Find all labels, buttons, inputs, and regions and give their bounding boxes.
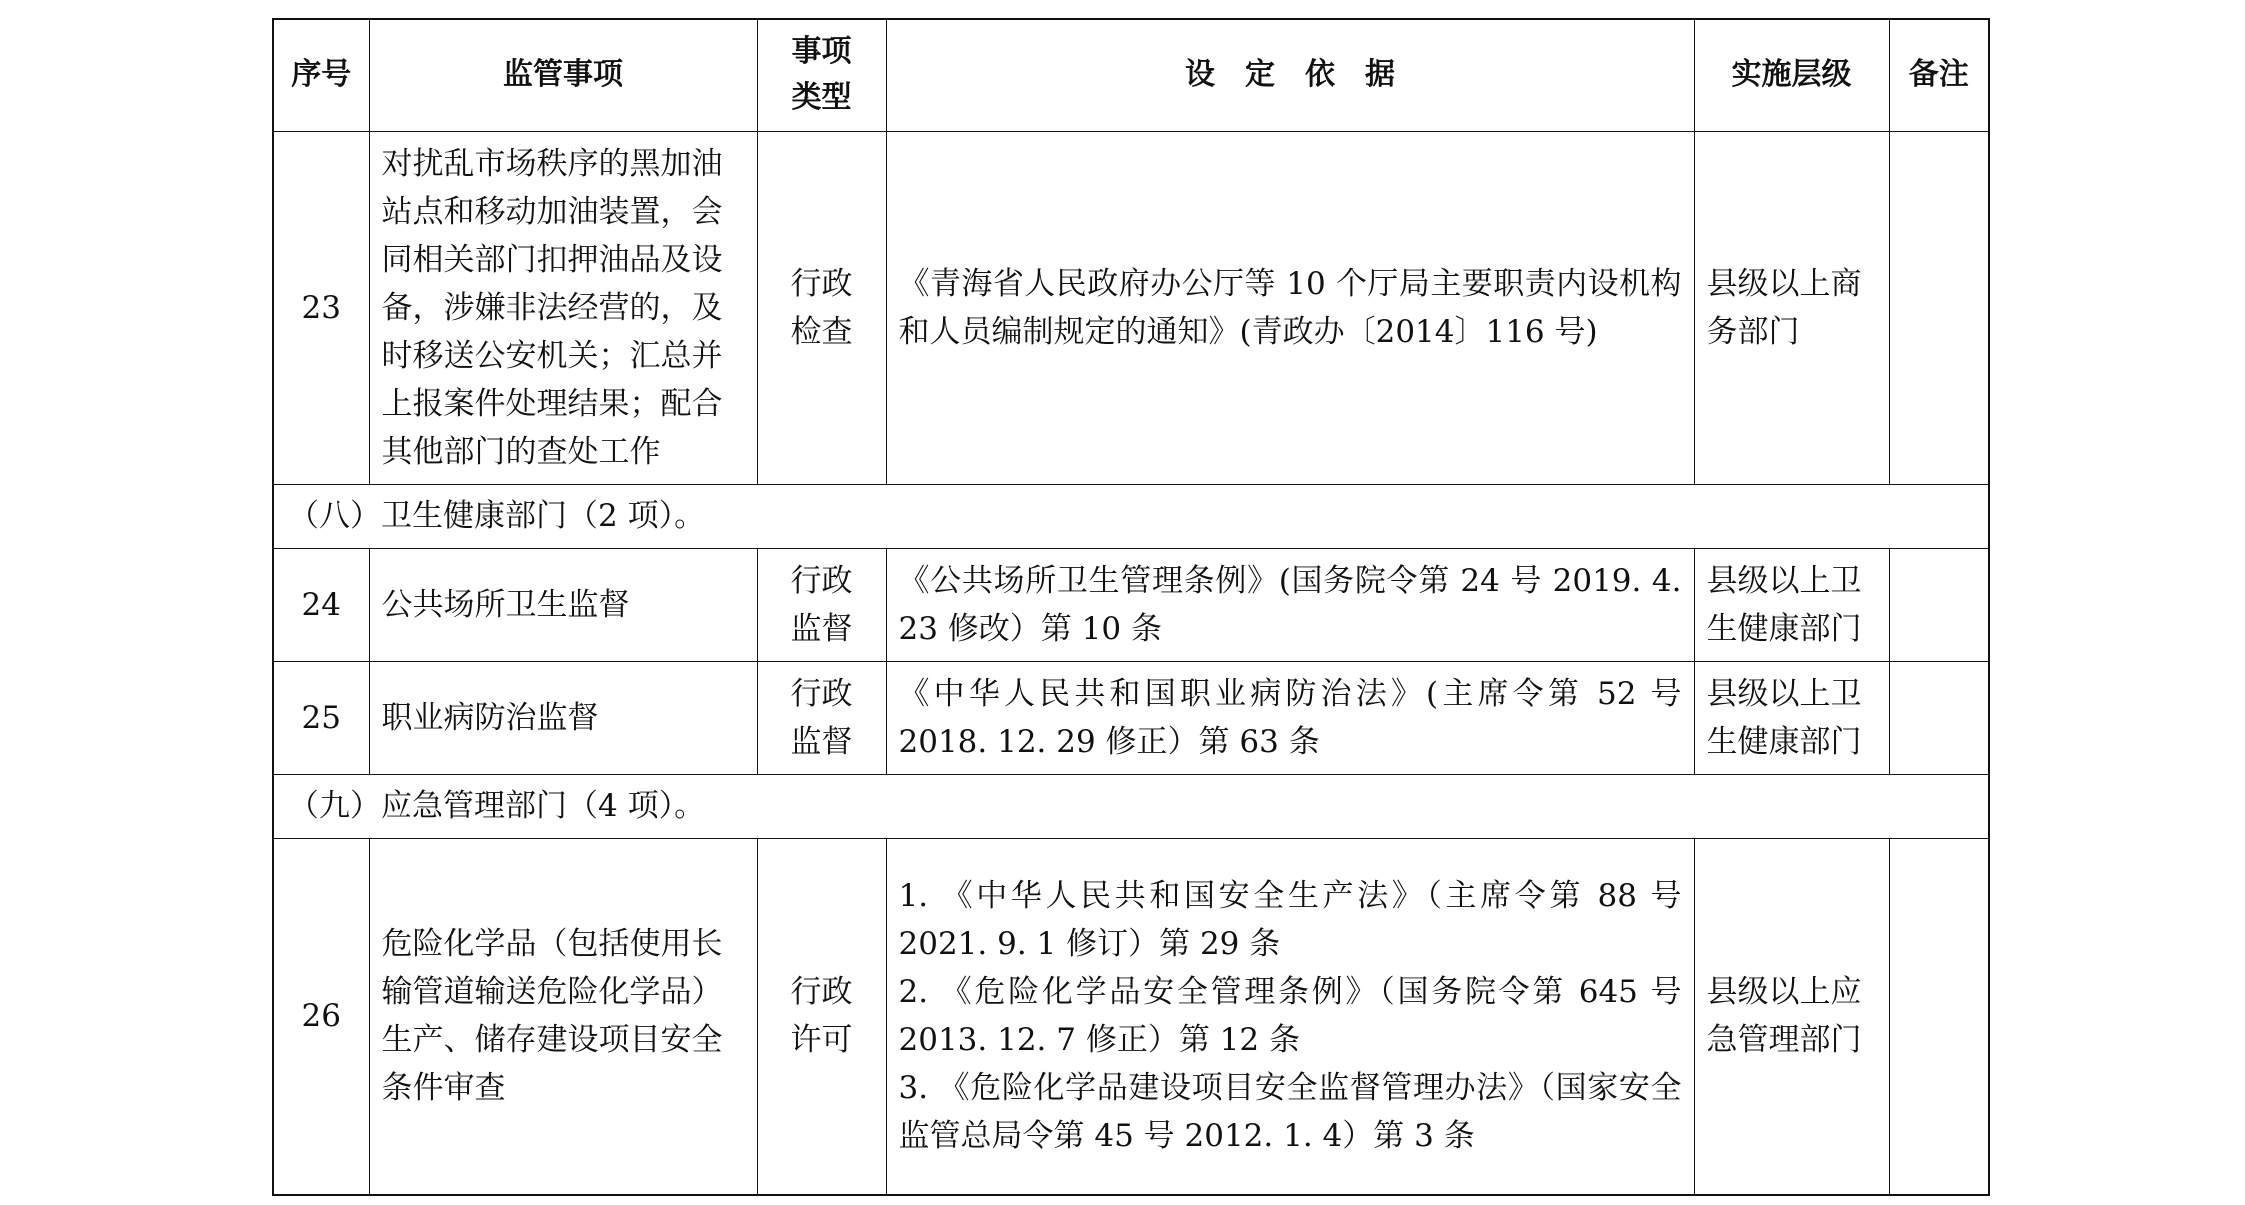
row-note: [1889, 838, 1989, 1195]
row-item: 职业病防治监督: [369, 661, 757, 774]
basis-line: 2. 《危险化学品安全管理条例》（国务院令第 645 号 2013. 12. 7 修正）第 12 条: [898, 974, 1682, 1059]
row-seq: 23: [273, 131, 369, 484]
section-row: [273, 774, 1989, 838]
section-heading-emergency: （九）应急管理部门（4 项）。: [273, 774, 1989, 838]
table-row: [273, 661, 1989, 774]
row-item: 对扰乱市场秩序的黑加油站点和移动加油装置，会同相关部门扣押油品及设备，涉嫌非法经营的，及时移送公安机关；汇总并上报案件处理结果；配合其他部门的查处工作: [369, 131, 757, 484]
row-basis: [886, 131, 1694, 484]
row-note: [1889, 548, 1989, 661]
row-type: 行政监督: [757, 661, 886, 774]
row-item: 公共场所卫生监督: [369, 548, 757, 661]
row-basis: [886, 661, 1694, 774]
row-level: 县级以上卫生健康部门: [1694, 661, 1889, 774]
basis-line: 1. 《中华人民共和国安全生产法》（主席令第 88 号 2021. 9. 1 修订）第 29 条: [898, 878, 1682, 963]
table-row: [273, 838, 1989, 1195]
row-type: 行政检查: [757, 131, 886, 484]
table-row: [273, 548, 1989, 661]
table-header-row: [273, 19, 1989, 131]
row-item: 危险化学品（包括使用长输管道输送危险化学品）生产、储存建设项目安全条件审查: [369, 838, 757, 1195]
row-level: 县级以上商务部门: [1694, 131, 1889, 484]
basis-line: 3. 《危险化学品建设项目安全监督管理办法》（国家安全监管总局令第 45 号 2012. 1. 4）第 3 条: [898, 1070, 1682, 1155]
basis-line: 《中华人民共和国职业病防治法》(主席令第 52 号 2018. 12. 29 修正）第 63 条: [898, 675, 1682, 760]
section-row: [273, 484, 1989, 548]
row-type: 行政许可: [757, 838, 886, 1195]
section-heading-health: （八）卫生健康部门（2 项）。: [273, 484, 1989, 548]
row-level: 县级以上应急管理部门: [1694, 838, 1889, 1195]
header-seq: 序号: [273, 19, 369, 131]
header-note: 备注: [1889, 19, 1989, 131]
row-note: [1889, 131, 1989, 484]
row-note: [1889, 661, 1989, 774]
row-seq: 26: [273, 838, 369, 1195]
row-type: 行政监督: [757, 548, 886, 661]
supervision-items-table: [272, 18, 1990, 1196]
header-item: 监管事项: [369, 19, 757, 131]
row-seq: 25: [273, 661, 369, 774]
row-level: 县级以上卫生健康部门: [1694, 548, 1889, 661]
row-basis: [886, 548, 1694, 661]
row-basis: [886, 838, 1694, 1195]
basis-line: 《公共场所卫生管理条例》(国务院令第 24 号 2019. 4. 23 修改）第 10 条: [898, 562, 1682, 647]
table-row: [273, 131, 1989, 484]
row-seq: 24: [273, 548, 369, 661]
header-basis: 设 定 依 据: [886, 19, 1694, 131]
basis-line: 《青海省人民政府办公厅等 10 个厅局主要职责内设机构和人员编制规定的通知》(青政办〔2014〕116 号): [898, 265, 1682, 350]
header-level: 实施层级: [1694, 19, 1889, 131]
header-type: 事项类型: [757, 19, 886, 131]
